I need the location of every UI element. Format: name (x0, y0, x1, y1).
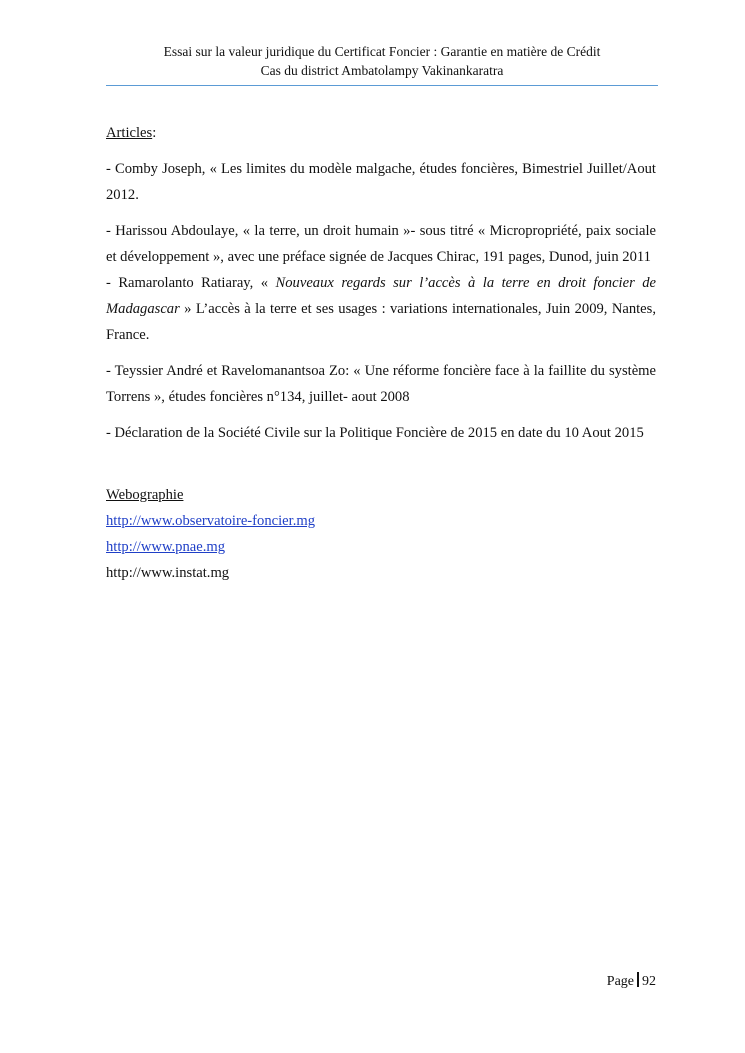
article-entry: - Comby Joseph, « Les limites du modèle malgache, études foncières, Bimestriel Juillet/Aout 2012. (106, 161, 656, 203)
observatoire-foncier-link[interactable]: http://www.observatoire-foncier.mg (106, 513, 315, 529)
page-header (106, 42, 658, 80)
webography-title: Webographie (106, 487, 184, 503)
webography-heading (106, 482, 656, 508)
article-entry-italic-title: Nouveaux regards sur l’accès à la terre en droit foncier de Madagascar (106, 275, 656, 317)
web-link-item (106, 508, 656, 534)
footer-separator (637, 972, 639, 987)
article-entry: - Déclaration de la Société Civile sur la Politique Foncière de 2015 en date du 10 Aout 2015 (106, 425, 644, 441)
web-link-item (106, 534, 656, 560)
header-subtitle-line: Cas du district Ambatolampy Vakinankaratra (260, 63, 504, 78)
article-entry: - Harissou Abdoulaye, « la terre, un droit humain »- sous titré « Micropropriété, paix sociale et développement », avec une préface signée de Jacques Chirac, 191 pages, Dunod, juin 2011 (106, 223, 656, 265)
bibliography-content (106, 120, 656, 586)
article-entry-suffix: » L’accès à la terre et ses usages : variations internationales, Juin 2009, Nantes, France. (106, 301, 656, 343)
page-number: 92 (642, 974, 656, 989)
header-divider (106, 85, 658, 86)
article-entry (106, 270, 656, 348)
instat-link: http://www.instat.mg (106, 565, 230, 581)
pnae-link[interactable]: http://www.pnae.mg (106, 539, 226, 555)
articles-title-colon: : (152, 125, 157, 141)
header-title-line: Essai sur la valeur juridique du Certificat Foncier : Garantie en matière de Crédit (163, 44, 601, 59)
page-footer (607, 972, 656, 992)
article-entry: - Teyssier André et Ravelomanantsoa Zo: « Une réforme foncière face à la faillite du système Torrens », études foncières n°134, juillet- aout 2008 (106, 363, 656, 405)
web-link-item (106, 560, 656, 586)
article-entry-prefix: - Ramarolanto Ratiaray, « (106, 275, 276, 291)
articles-heading (106, 120, 656, 146)
page-label: Page (606, 974, 634, 989)
articles-title: Articles (106, 125, 153, 141)
